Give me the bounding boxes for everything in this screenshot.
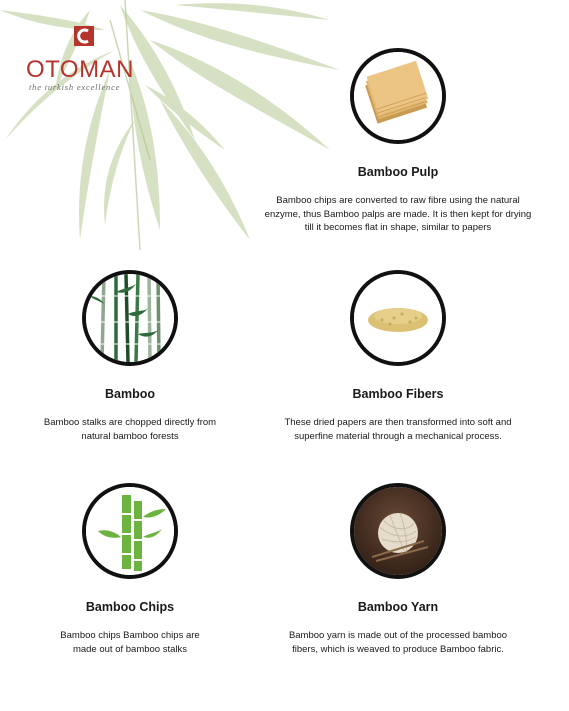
step-bamboo-chips bbox=[0, 483, 260, 656]
bamboo-yarn-image bbox=[350, 483, 446, 579]
step-bamboo-fibers bbox=[268, 270, 528, 443]
brand-mark-icon bbox=[74, 26, 94, 46]
bamboo-yarn-description: Bamboo yarn is made out of the processed bamboo fibers, which is weaved to produce Bamboo fabric. bbox=[288, 630, 508, 655]
bamboo-fibers-description: These dried papers are then transformed into soft and superfine material through a mechanical process. bbox=[284, 417, 512, 442]
bamboo-pulp-title: Bamboo Pulp bbox=[357, 165, 439, 179]
bamboo-description: Bamboo stalks are chopped directly from natural bamboo forests bbox=[43, 417, 217, 442]
bamboo-title: Bamboo bbox=[105, 387, 155, 401]
bamboo-chips-description: Bamboo chips Bamboo chips are made out of bamboo stalks bbox=[60, 630, 200, 655]
bamboo-chips-image bbox=[82, 483, 178, 579]
bamboo-chips-title: Bamboo Chips bbox=[85, 600, 175, 614]
bamboo-fibers-image bbox=[350, 270, 446, 366]
bamboo-pulp-description: Bamboo chips are converted to raw fibre using the natural enzyme, thus Bamboo palps are made. It is then kept for drying till it becomes flat in shape, similar to papers bbox=[264, 195, 532, 233]
paper-pulp-stack-icon bbox=[354, 52, 442, 140]
step-bamboo-pulp bbox=[264, 48, 532, 235]
step-bamboo-yarn bbox=[268, 483, 528, 656]
step-bamboo bbox=[0, 270, 260, 443]
brand-name: OTOMAN bbox=[26, 56, 134, 83]
bamboo-pulp-image bbox=[350, 48, 446, 144]
bamboo-forest-icon bbox=[86, 274, 174, 362]
brand-logo bbox=[26, 26, 146, 96]
bamboo-image bbox=[82, 270, 178, 366]
bamboo-stalk-icon bbox=[86, 487, 174, 575]
brand-tagline: the turkish excellence bbox=[29, 82, 121, 92]
fiber-pile-icon bbox=[354, 274, 442, 362]
bamboo-yarn-title: Bamboo Yarn bbox=[357, 600, 439, 614]
yarn-ball-icon bbox=[354, 487, 442, 575]
bamboo-fibers-title: Bamboo Fibers bbox=[352, 387, 444, 401]
